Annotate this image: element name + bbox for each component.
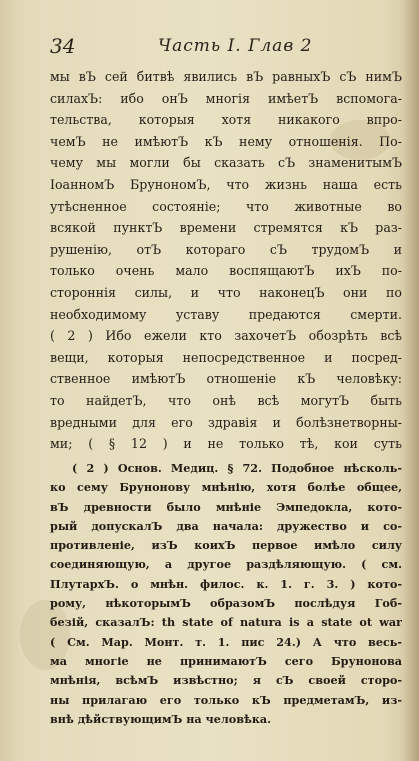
body-line: ственное имѣютЪ отношеніе кЪ человѣку:: [50, 371, 402, 387]
body-line: всякой пунктЪ времени стремятся кЪ раз-: [50, 220, 402, 236]
footnote-line: ны прилагаю его только кЪ предметамЪ, из-: [50, 692, 402, 707]
running-title: Часть I. Глав 2: [158, 36, 313, 56]
body-line: то найдетЪ, что онѣ всѣ могутЪ быть: [50, 392, 402, 408]
body-text: [50, 66, 402, 455]
footnote-line: внѣ дѣйствующимЪ на человѣка.: [50, 711, 272, 726]
body-line: стороннія силы, и что наконецЪ они по: [50, 284, 402, 300]
page-header: [50, 34, 396, 58]
footnote-line: ма многіе не принимаютЪ сего Брунонова: [50, 653, 402, 668]
body-line: рушенію, отЪ котораго сЪ трудомЪ и: [50, 241, 402, 257]
footnote-line: противленіе, изЪ коихЪ первое имѣло силу: [50, 538, 402, 553]
body-line: утѣсненное состояніе; что животные во: [50, 198, 402, 214]
body-line: вещи, которыя непосредственное и посред-: [50, 349, 402, 365]
footnote: [50, 459, 402, 729]
page-edge-shadow: [403, 0, 419, 761]
footnote-line: соединяющую, а другое раздѣляющую. ( см.: [50, 557, 402, 572]
body-line: только очень мало воспящаютЪ ихЪ по-: [50, 263, 402, 279]
body-line: ( 2 ) Ибо ежели кто захочетЪ обозрѣть всѣ: [50, 328, 402, 344]
footnote-line: ( 2 ) Основ. Медиц. § 72. Подобное нѣсколь-: [72, 461, 402, 475]
body-line: силахЪ: ибо онЪ многія имѣетЪ вспомога-: [50, 90, 402, 106]
body-line: чемЪ не имѣютЪ кЪ нему отношенія. По-: [50, 133, 402, 149]
body-line: тельства, которыя хотя никакого впро-: [50, 112, 402, 128]
footnote-line: рому, нѣкоторымЪ образомЪ послѣдуя Гоб-: [50, 596, 402, 611]
footnote-line: безій, сказалЪ: th state of natura is a state ot war: [50, 615, 402, 630]
body-line: ми; ( § 12 ) и не только тѣ, кои суть: [50, 436, 402, 452]
footnote-line: ПлутархЪ. о мнѣн. филос. к. 1. г. 3. ) кото-: [50, 576, 402, 591]
footnote-line: ко сему Брунонову мнѣнію, хотя болѣе общее,: [50, 480, 402, 495]
footnote-line: рый допускалЪ два начала: дружество и со-: [50, 518, 402, 533]
footnote-line: вЪ древности было мнѣніе Эмпедокла, кото-: [50, 499, 402, 514]
footnote-line: ( См. Мар. Монт. т. 1. пис 24.) А что весь-: [50, 634, 402, 649]
footnote-line: мнѣнія, всѣмЪ извѣстно; я сЪ своей сторо-: [50, 673, 402, 688]
body-line: мы вЪ сей битвѣ явились вЪ равныхЪ сЪ нимЪ: [50, 69, 402, 84]
body-line: чему мы могли бы сказать сЪ знаменитымЪ: [50, 155, 402, 171]
body-line: ІоанномЪ БрунономЪ, что жизнь наша есть: [50, 176, 402, 192]
body-line: вредными для его здравія и болѣзнетворны-: [50, 414, 402, 430]
body-line: необходимому уставу предаются смерти.: [50, 306, 402, 322]
page-number: 34: [50, 34, 76, 58]
